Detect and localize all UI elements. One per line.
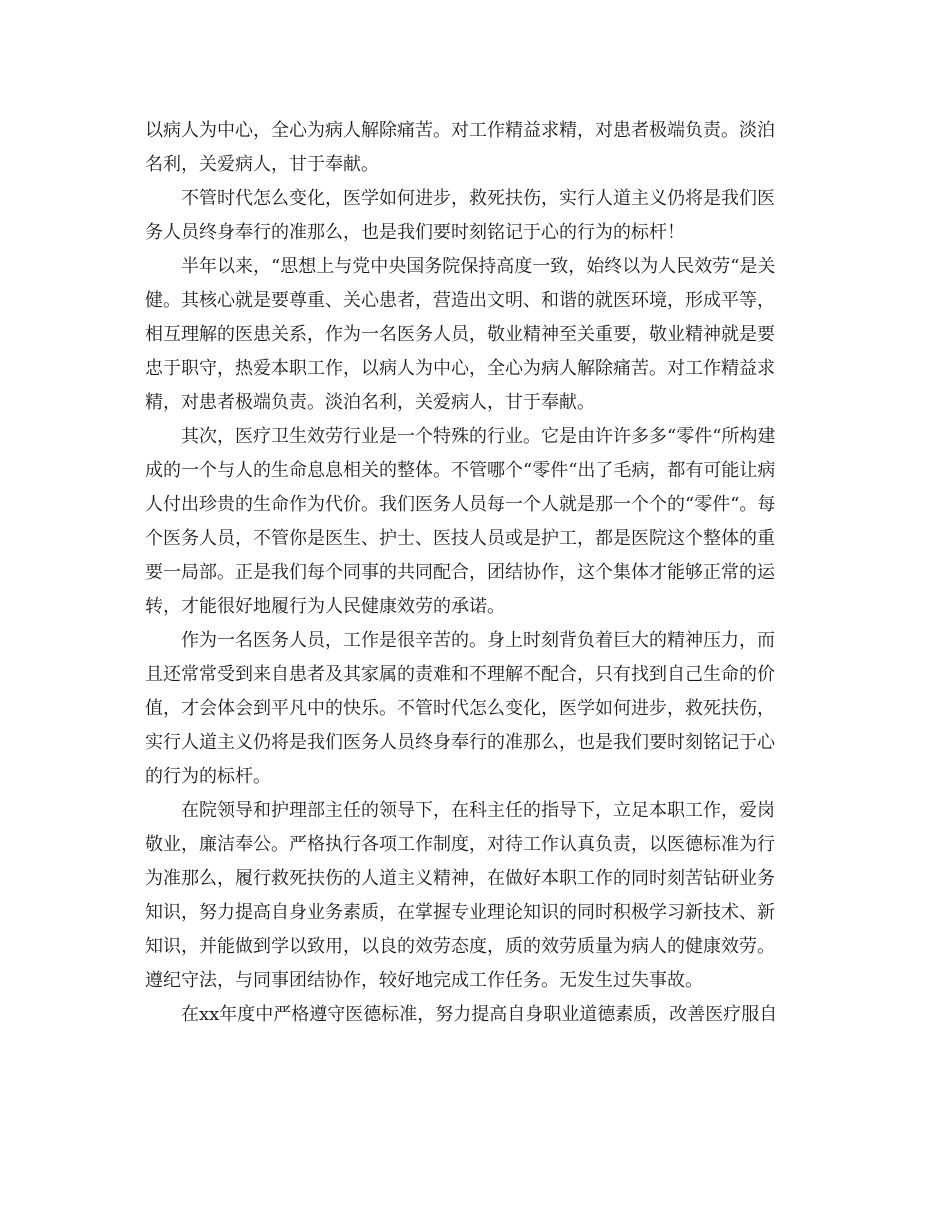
text-line: 在院领导和护理部主任的领导下，在科主任的指导下，立足本职工作，爱岗 — [145, 800, 775, 821]
text-line: 在xx年度中严格遵守医德标准，努力提高自身职业道德素质，改善医疗服自 — [145, 1004, 778, 1025]
text-line: 值，才会体会到平凡中的快乐。不管时代怎么变化，医学如何进步，救死扶伤， — [145, 698, 775, 719]
text-line: 人付出珍贵的生命作为代价。我们医务人员每一个人就是那一个个的“零件“。每 — [145, 494, 776, 515]
text-line: 要一局部。正是我们每个同事的共同配合，团结协作，这个集体才能够正常的运 — [145, 562, 775, 583]
text-line: 相互理解的医患关系，作为一名医务人员，敬业精神至关重要，敬业精神就是要 — [145, 324, 775, 345]
document-body — [145, 114, 800, 1032]
text-line: 成的一个与人的生命息息相关的整体。不管哪个“零件“出了毛病，都有可能让病 — [145, 460, 776, 481]
text-line: 敬业，廉洁奉公。严格执行各项工作制度，对待工作认真负责，以医德标准为行 — [145, 834, 775, 855]
text-line: 实行人道主义仍将是我们医务人员终身奉行的准那么，也是我们要时刻铭记于心 — [145, 732, 775, 753]
text-line: 其次，医疗卫生效劳行业是一个特殊的行业。它是由许许多多“零件“所构建 — [145, 426, 776, 447]
text-line: 转，才能很好地履行为人民健康效劳的承诺。 — [145, 596, 505, 617]
text-line: 半年以来，“思想上与党中央国务院保持高度一致，始终以为人民效劳“是关 — [145, 256, 776, 277]
text-line: 不管时代怎么变化，医学如何进步，救死扶伤，实行人道主义仍将是我们医 — [145, 188, 775, 209]
text-line: 以病人为中心，全心为病人解除痛苦。对工作精益求精，对患者极端负责。淡泊 — [145, 120, 775, 141]
text-line: 作为一名医务人员，工作是很辛苦的。身上时刻背负着巨大的精神压力，而 — [145, 630, 775, 651]
text-line: 务人员终身奉行的准那么，也是我们要时刻铭记于心的行为的标杆！ — [145, 222, 685, 243]
text-line: 个医务人员，不管你是医生、护士、医技人员或是护工，都是医院这个整体的重 — [145, 528, 775, 549]
text-line: 知识，并能做到学以致用，以良的效劳态度，质的效劳质量为病人的健康效劳。 — [145, 936, 775, 957]
text-line: 的行为的标杆。 — [145, 766, 271, 787]
text-line: 知识，努力提高自身业务素质，在掌握专业理论知识的同时积极学习新技术、新 — [145, 902, 775, 923]
text-line: 名利，关爱病人，甘于奉献。 — [145, 154, 379, 175]
text-line: 遵纪守法，与同事团结协作，较好地完成工作任务。无发生过失事故。 — [145, 970, 703, 991]
text-line: 健。其核心就是要尊重、关心患者，营造出文明、和谐的就医环境，形成平等， — [145, 290, 775, 311]
text-line: 忠于职守，热爱本职工作，以病人为中心，全心为病人解除痛苦。对工作精益求 — [145, 358, 775, 379]
text-line: 为准那么，履行救死扶伤的人道主义精神，在做好本职工作的同时刻苦钻研业务 — [145, 868, 775, 889]
text-line: 且还常常受到来自患者及其家属的责难和不理解不配合，只有找到自己生命的价 — [145, 664, 775, 685]
text-line: 精，对患者极端负责。淡泊名利，关爱病人，甘于奉献。 — [145, 392, 595, 413]
